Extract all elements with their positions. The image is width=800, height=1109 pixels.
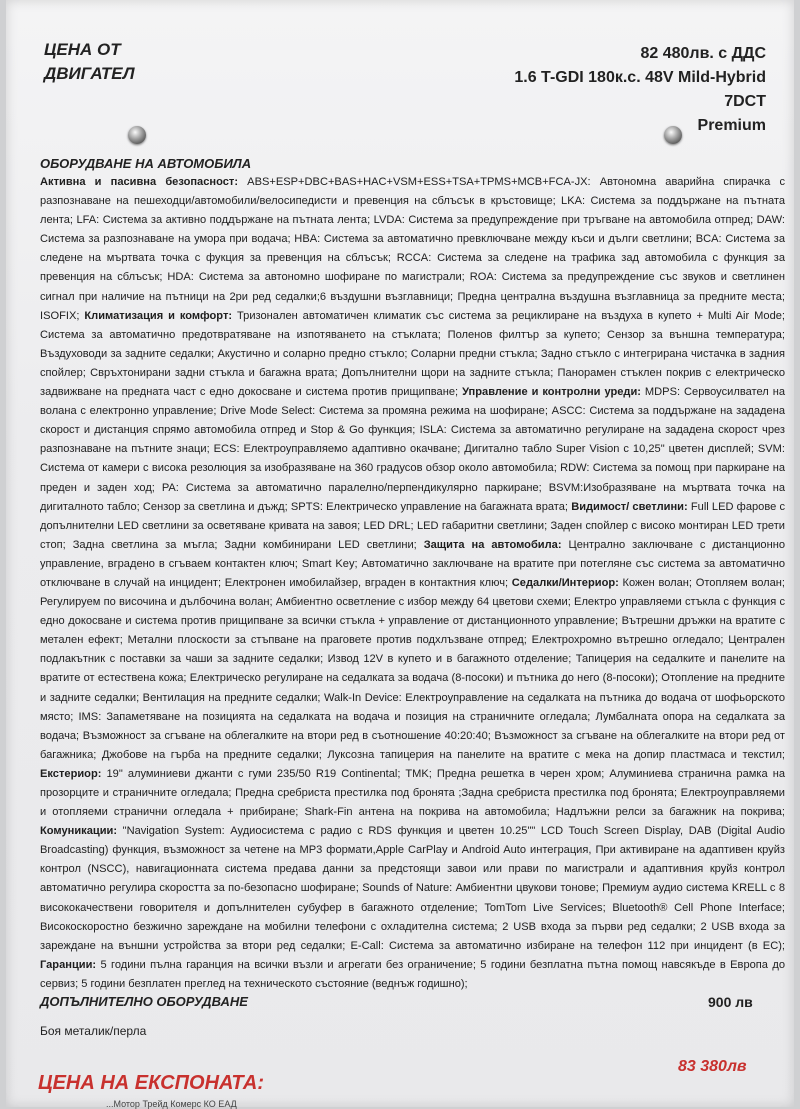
comms-label: Комуникации: xyxy=(40,825,118,838)
exterior-text: 19" алуминиеви джанти с гуми 235/50 R19 Continental; TMK; Предна решетка в черен хром; Алуминиева странична рамка на прозорците и страничните огледала; Предна сребриста престилка под бронята ;Задна сребриста престилка под бронята; Електроуправляеми и отопляеми странични огледала + прибиране; Shark-Fin антена на покрива на автомобила; Надлъжни релси за багажник на покрива; xyxy=(40,767,785,819)
price-sheet xyxy=(6,0,794,1107)
price-with-vat: 82 480лв. с ДДС xyxy=(640,45,766,62)
model-info xyxy=(514,42,766,138)
mounting-pin-icon xyxy=(664,126,682,144)
warranty-text: 5 години пълна гаранция на всички възли и агрегати без ограничение; 5 години безплатна пътна помощ навсякъде в Европа до сервиз; 5 години безплатен преглед на техническото състояние (веднъж годишно); xyxy=(40,958,785,990)
extras-item: Боя металик/перла xyxy=(40,1024,147,1038)
heading-line-2: ДВИГАТЕЛ xyxy=(44,64,135,83)
visibility-label: Видимост/ светлини: xyxy=(571,500,688,513)
equipment-title: ОБОРУДВАНЕ НА АВТОМОБИЛА xyxy=(40,156,252,171)
controls-label: Управление и контролни уреди: xyxy=(462,386,641,399)
safety-text: ABS+ESP+DBC+BAS+HAC+VSM+ESS+TSA+TPMS+MCB+FCA-JX: Автономна аварийна спирачка с разпознаване на пешеходци/автомобили/велосипедисти и превенция на сблъсък в кръстовище; LKA: Система за поддържане на пътната лента; LFA: Система за активно поддържане на пътната лента; LVDA: Система за предупреждение при тръгване на автомобила отпред; DAW: Система за разпознаване на умора при водача; HBA: Система за автоматично превключване между къси и дълги светлини; BCA: Система за следене на мъртвата точка с фукция за превенция на сблъсък; RCCA: Система за следене на трафика зад автомобила с функция за превенция на сблъсък; HDA: Система за автономно шофиране по магистрали; ROA: Система за предупреждение със звуков и светлинен сигнал при наличие на пътници на 2ри ред седалки;6 въздушни възглавници; Предна централна въздушна възглавница за предните места; ISOFIX; xyxy=(40,176,785,322)
protection-text: Централно заключване с дистанционно управление, вградено в сгъваем контактен ключ; Smart Key; Автоматично заключване на вратите при потегляне със система за автоматично отключване в случай на инцидент; Електронен имобилайзер, вграден в контактния ключ; xyxy=(40,538,785,589)
seats-label: Седалки/Интериор: xyxy=(511,576,619,589)
exhibit-price: 83 380лв xyxy=(678,1058,747,1075)
price-from-engine-heading xyxy=(44,38,135,86)
trim-level: Premium xyxy=(697,117,766,134)
extras-price: 900 лв xyxy=(708,994,753,1010)
extras-title: ДОПЪЛНИТЕЛНО ОБОРУДВАНЕ xyxy=(40,994,248,1009)
controls-text: MDPS: Сервоусилвател на волана с електронно управление; Drive Mode Select: Система за промяна режима на шофиране; ASCC: Система за поддържане на зададена скорост и дистанция спрямо автомобила отпред и Stop & Go функция; ISLA: Система за автоматично регулиране на зададена скорост чрез разпознаване на пътните знаци; ECS: Електроуправляемо адаптивно окачване; Дигитално табло Super Vision с 10,25" цветен дисплей; SVM: Система от камери с висока резолюция за изобразяване на 360 градусов обзор около автомобила; RDW: Система за помощ при паркиране на преден и заден ход; PA: Система за автоматично паралелно/перпендикулярно паркиране; BSVM:Изобразяване на мъртвата точка на дигиталното табло; Сензор за светлина и дъжд; SPTS: Електрическо управление на багажната врата; xyxy=(40,386,785,513)
climate-label: Климатизация и комфорт: xyxy=(84,309,233,322)
warranty-label: Гаранции: xyxy=(40,958,97,971)
dealer-footer: ...Мотор Трейд Комерс КО ЕАД xyxy=(106,1099,237,1109)
protection-label: Защита на автомобила: xyxy=(423,538,562,551)
safety-label: Активна и пасивна безопасност: xyxy=(40,176,239,188)
mounting-pin-icon xyxy=(128,126,146,144)
climate-text: Тризонален автоматичен климатик със система за рециклиране на въздуха в купето + Multi Air Mode; Система за автоматично предотвратяване на изпотяването на стъклата; Поленов филтър за купето; Сензор за външна температура; Въздуховоди за задните седалки; Акустично и соларно предно стъкло; Соларни предни стъкла; Задно стъкло с интегрирана чистачка в задния спойлер; Свръхтонирани задни стъкла и багажна врата; Допълнителни щори на задните стъкла; Панорамен стъклен покрив с електрическо задвижване на предната част с едно докосване и система против прищипване; xyxy=(40,309,785,399)
exhibit-price-label: ЦЕНА НА ЕКСПОНАТА: xyxy=(38,1072,264,1094)
exterior-label: Екстериор: xyxy=(40,767,102,780)
heading-line-1: ЦЕНА ОТ xyxy=(44,40,121,59)
comms-text: "Navigation System: Аудиосистема с радио с RDS функция и цветен 10.25"" LCD Touch Screen Display, DAB (Digital Audio Broadcasting) функция, възможност за четене на MP3 формати,Apple CarPlay и Android Auto интеграция, При активиране на адаптивен круйз контрол (NSCC), навигационната система предава данни за предстоящи завои или прави по магистрали и адаптивния круйз контрол автоматично регулира скоростта за по-безопасно шофиране; Sounds of Nature: Амбиентни цвукови тонове; Премиум аудио система KRELL с 8 висококачествени говорителя и допълнителен субуфер в багажното отделение; TomTom Live Services; Bluetooth® Cell Phone Interface; Високоскоростно безжично зареждане на мобилни телефони с охладителна система; 2 USB входа за първи ред седалки; 2 USB входа за зареждане на външни устройства за втори ред седалки; E-Call: Система за автоматично избиране на телефон 112 при инцидент (в ЕС); xyxy=(40,825,785,952)
gearbox-spec: 7DCT xyxy=(724,93,766,110)
seats-text: Кожен волан; Отопляем волан; Регулируем по височина и дълбочина волан; Амбиентно осветление с избор между 64 цветови схеми; Електро управляеми стъкла с функция с едно докосване и система против прищипване за всички стъкла + управление от дистанционното управление; Вътрешни дръжки на вратите с метален ефект; Метални плоскости за стъпване на праговете против подхлъзване отпред; Електрохромно вътрешно огледало; Централен подлакътник с поставки за чаши за задните седалки; Извод 12V в купето и в багажното отделение; Тапицерия на седалките и панелите на вратите от естествена кожа; Електрическо регулиране на седалката за водача (8-посоки) и пътника до него (8-посоки); Отопление на предните и задните седалки; Вентилация на предните седалки; Walk-In Device: Електроуправление на седалката на пътника до водача от шофьорското място; IMS: Запаметяване на позицията на седалката на водача и позиция на страничните огледала; Лумбалната опора на седалката за водача; Възможност за сгъване на облегалките на втори ред в съотношение 40:20:40; Възможност за сгъване на облегалките на втори ред от багажника; Джобове на гърба на предните седалки; Луксозна тапицерия на панелите на вратите с мека на допир пластмаса и текстил; xyxy=(40,576,786,761)
engine-spec: 1.6 T-GDI 180к.с. 48V Mild-Hybrid xyxy=(514,69,766,86)
visibility-text: Full LED фарове с допълнителни LED светлини за осветяване кривата на завоя; LED DRL; LED габаритни светлини; Заден спойлер с високо монтиран LED трети стоп; Задна светлина за мъгла; Задни комбинирани LED светлини; xyxy=(40,500,785,551)
equipment-description xyxy=(40,173,785,994)
